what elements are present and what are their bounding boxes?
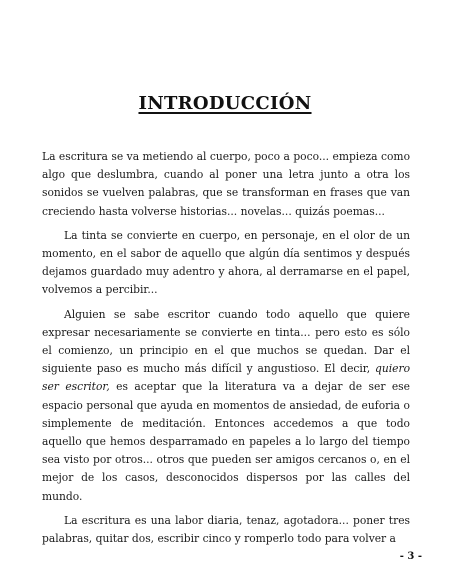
paragraph-4 [42,512,410,548]
paragraph-1 [42,148,410,221]
emphasis-quote: quiero ser escritor, [42,362,411,394]
paragraph-4-text: La escritura es una labor diaria, tenaz, agotadora... poner tres palabras, quitar dos, escribir cinco y romperlo todo para volver a [42,513,410,546]
paragraph-3-continuation: El decir, [324,362,375,376]
page-number: - 3 - [399,551,422,562]
page-title: INTRODUCCIÓN [138,93,312,114]
paragraph-1-text: La escritura se va metiendo al cuerpo, poco a poco... empieza como algo que deslumbra, cuando al poner una letra junto a otra los sonidos se vuelven palabras, que se transforman en frases que van creciendo hasta volverse historias... novelas... quizás poemas... [42,150,410,218]
paragraph-2-text: La tinta se convierte en cuerpo, en personaje, en el olor de un momento, en el sabor de aquello que algún día sentimos y después dejamos guardado muy adentro y ahora, al derramarse en el papel, volvemos a percibir... [42,228,410,297]
paragraph-3-continuation-rest: es aceptar que la literatura va a dejar de ser ese espacio personal que ayuda en momentos de ansiedad, de euforia o simplemente de meditación. Entonces accedemos a que todo aquello que hemos desparramado en papeles a lo largo del tiempo sea visto por otros... otros que pueden ser amigos cercanos o, en el mejor de los casos, desconocidos dispersos por las calles del mundo. [42,380,410,503]
paragraph-3 [42,306,410,506]
document-body [42,148,410,554]
paragraph-2 [42,227,410,300]
paragraph-3-text: Alguien se sabe escritor cuando todo aquello que quiere expresar necesariamente se convierte en tinta... pero esto es sólo el comienzo, un principio en el que muchos se quedan. Dar el siguiente paso es mucho más difícil y angustioso. [42,307,410,376]
